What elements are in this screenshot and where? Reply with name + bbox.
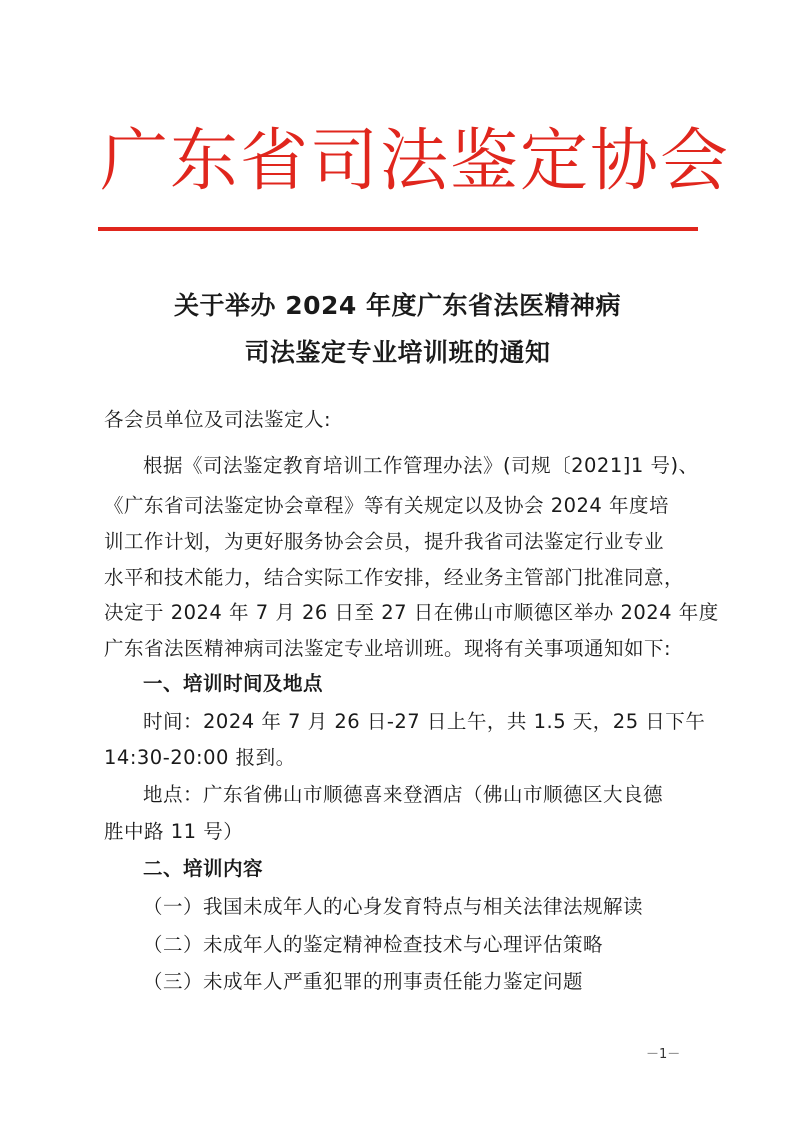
organization-letterhead: 广东省司法鉴定协会 [100,122,731,201]
intro-line-6: 广东省法医精神病司法鉴定专业培训班。现将有关事项通知如下: [104,637,672,660]
content-item-1: （一）我国未成年人的心身发育特点与相关法律法规解读 [143,895,644,918]
document-title-line-1: 关于举办 2024 年度广东省法医精神病 [174,291,621,320]
document-title-line-2: 司法鉴定专业培训班的通知 [244,338,551,367]
content-item-2: （二）未成年人的鉴定精神检查技术与心理评估策略 [143,933,604,956]
intro-line-4: 水平和技术能力，结合实际工作安排，经业务主管部门批准同意， [104,566,685,589]
intro-line-2: 《广东省司法鉴定协会章程》等有关规定以及协会 2024 年度培 [104,494,670,517]
intro-line-1: 根据《司法鉴定教育培训工作管理办法》(司规〔2021]1 号)、 [143,454,699,477]
page-number: －1－ [646,1047,681,1062]
section-2-heading: 二、培训内容 [143,857,264,880]
time-line-1: 时间：2024 年 7 月 26 日-27 日上午，共 1.5 天，25 日下午 [143,710,706,733]
letterhead-red-rule [98,227,698,231]
salutation: 各会员单位及司法鉴定人: [104,408,332,431]
section-1-heading: 一、培训时间及地点 [143,672,324,695]
place-line-2: 胜中路 11 号） [104,820,244,843]
time-line-2: 14:30-20:00 报到。 [104,746,296,769]
intro-line-3: 训工作计划，为更好服务协会会员，提升我省司法鉴定行业专业 [104,530,665,553]
place-line-1: 地点：广东省佛山市顺德喜来登酒店（佛山市顺德区大良德 [143,783,664,806]
content-item-3: （三）未成年人严重犯罪的刑事责任能力鉴定问题 [143,970,584,993]
intro-line-5: 决定于 2024 年 7 月 26 日至 27 日在佛山市顺德区举办 2024 年度 [104,601,719,624]
